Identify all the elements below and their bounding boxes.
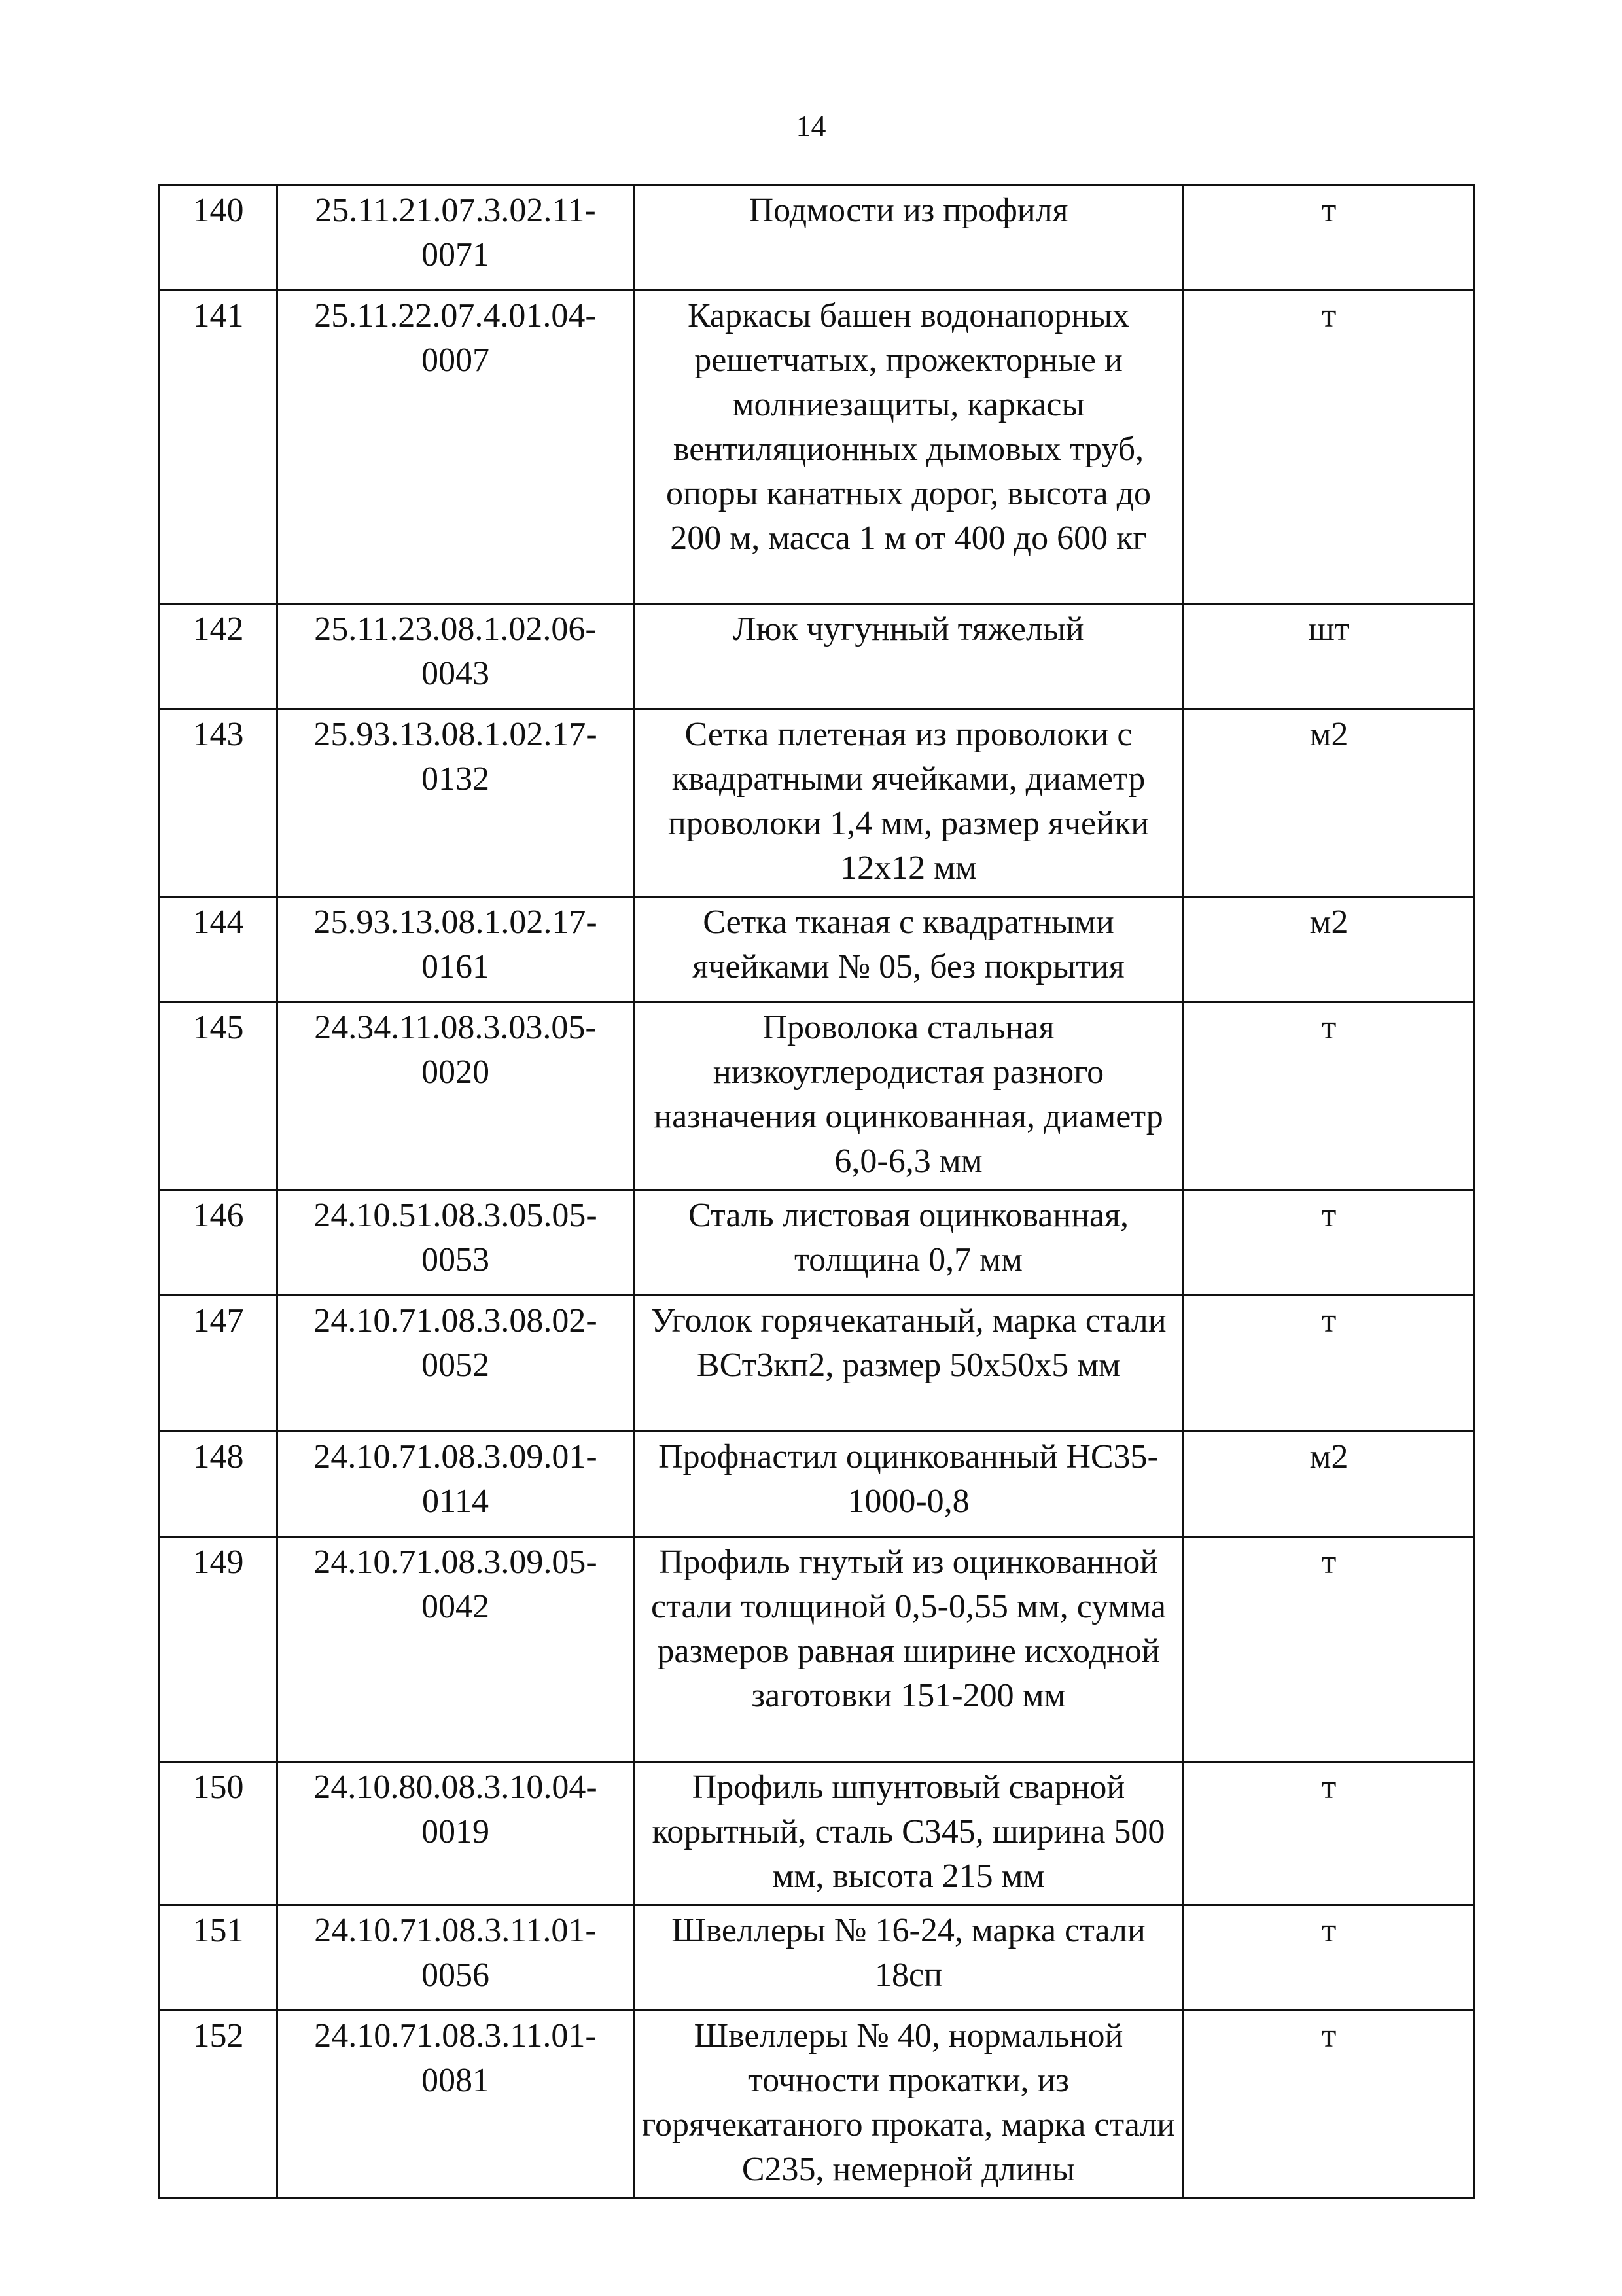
resource-code: 25.93.13.08.1.02.17-0161 [277, 897, 634, 1002]
unit: т [1184, 185, 1475, 291]
table-row [160, 897, 1475, 1002]
resource-name: Профиль шпунтовый сварной корытный, сталь С345, ширина 500 мм, высота 215 мм [634, 1762, 1184, 1905]
unit: т [1184, 1762, 1475, 1905]
row-number: 147 [160, 1296, 277, 1432]
row-number: 148 [160, 1432, 277, 1537]
row-number: 144 [160, 897, 277, 1002]
unit: т [1184, 2011, 1475, 2199]
unit: т [1184, 1190, 1475, 1296]
table-row [160, 1762, 1475, 1905]
table-row [160, 2011, 1475, 2199]
resource-name: Швеллеры № 16-24, марка стали 18сп [634, 1905, 1184, 2011]
resource-code: 24.10.71.08.3.09.01-0114 [277, 1432, 634, 1537]
unit: м2 [1184, 1432, 1475, 1537]
resource-name: Швеллеры № 40, нормальной точности прокатки, из горячекатаного проката, марка стали С235, немерной длины [634, 2011, 1184, 2199]
table-row [160, 1190, 1475, 1296]
table-row [160, 1905, 1475, 2011]
resource-name: Каркасы башен водонапорных решетчатых, прожекторные и молниезащиты, каркасы вентиляционных дымовых труб, опоры канатных дорог, высота до 200 м, масса 1 м от 400 до 600 кг [634, 291, 1184, 604]
materials-table [158, 184, 1475, 2199]
resource-name: Профиль гнутый из оцинкованной стали толщиной 0,5-0,55 мм, сумма размеров равная ширине исходной заготовки 151-200 мм [634, 1537, 1184, 1762]
resource-code: 25.11.23.08.1.02.06-0043 [277, 604, 634, 709]
row-number: 146 [160, 1190, 277, 1296]
resource-code: 24.10.80.08.3.10.04-0019 [277, 1762, 634, 1905]
resource-code: 25.11.21.07.3.02.11-0071 [277, 185, 634, 291]
table-row [160, 291, 1475, 604]
resource-name: Сетка плетеная из проволоки с квадратными ячейками, диаметр проволоки 1,4 мм, размер ячейки 12х12 мм [634, 709, 1184, 897]
resource-code: 24.10.71.08.3.11.01-0081 [277, 2011, 634, 2199]
resource-name: Сетка тканая с квадратными ячейками № 05, без покрытия [634, 897, 1184, 1002]
table-row [160, 185, 1475, 291]
resource-code: 25.11.22.07.4.01.04-0007 [277, 291, 634, 604]
row-number: 142 [160, 604, 277, 709]
resource-name: Люк чугунный тяжелый [634, 604, 1184, 709]
unit: т [1184, 291, 1475, 604]
row-number: 145 [160, 1002, 277, 1190]
row-number: 150 [160, 1762, 277, 1905]
resource-code: 24.34.11.08.3.03.05-0020 [277, 1002, 634, 1190]
row-number: 149 [160, 1537, 277, 1762]
resource-name: Проволока стальная низкоуглеродистая разного назначения оцинкованная, диаметр 6,0-6,3 мм [634, 1002, 1184, 1190]
table-row [160, 709, 1475, 897]
unit: т [1184, 1002, 1475, 1190]
page-number: 14 [796, 109, 826, 143]
unit: т [1184, 1537, 1475, 1762]
resource-code: 24.10.71.08.3.11.01-0056 [277, 1905, 634, 2011]
unit: м2 [1184, 897, 1475, 1002]
unit: т [1184, 1905, 1475, 2011]
resource-name: Профнастил оцинкованный НС35-1000-0,8 [634, 1432, 1184, 1537]
resource-code: 24.10.71.08.3.09.05-0042 [277, 1537, 634, 1762]
table-row [160, 1296, 1475, 1432]
resource-code: 25.93.13.08.1.02.17-0132 [277, 709, 634, 897]
resource-name: Сталь листовая оцинкованная, толщина 0,7 мм [634, 1190, 1184, 1296]
table-row [160, 1537, 1475, 1762]
row-number: 143 [160, 709, 277, 897]
row-number: 141 [160, 291, 277, 604]
resource-code: 24.10.71.08.3.08.02-0052 [277, 1296, 634, 1432]
unit: шт [1184, 604, 1475, 709]
resource-name: Подмости из профиля [634, 185, 1184, 291]
table-row [160, 1432, 1475, 1537]
table-row [160, 1002, 1475, 1190]
row-number: 151 [160, 1905, 277, 2011]
row-number: 152 [160, 2011, 277, 2199]
row-number: 140 [160, 185, 277, 291]
resource-code: 24.10.51.08.3.05.05-0053 [277, 1190, 634, 1296]
unit: т [1184, 1296, 1475, 1432]
unit: м2 [1184, 709, 1475, 897]
resource-name: Уголок горячекатаный, марка стали ВСт3кп2, размер 50х50х5 мм [634, 1296, 1184, 1432]
table-row [160, 604, 1475, 709]
